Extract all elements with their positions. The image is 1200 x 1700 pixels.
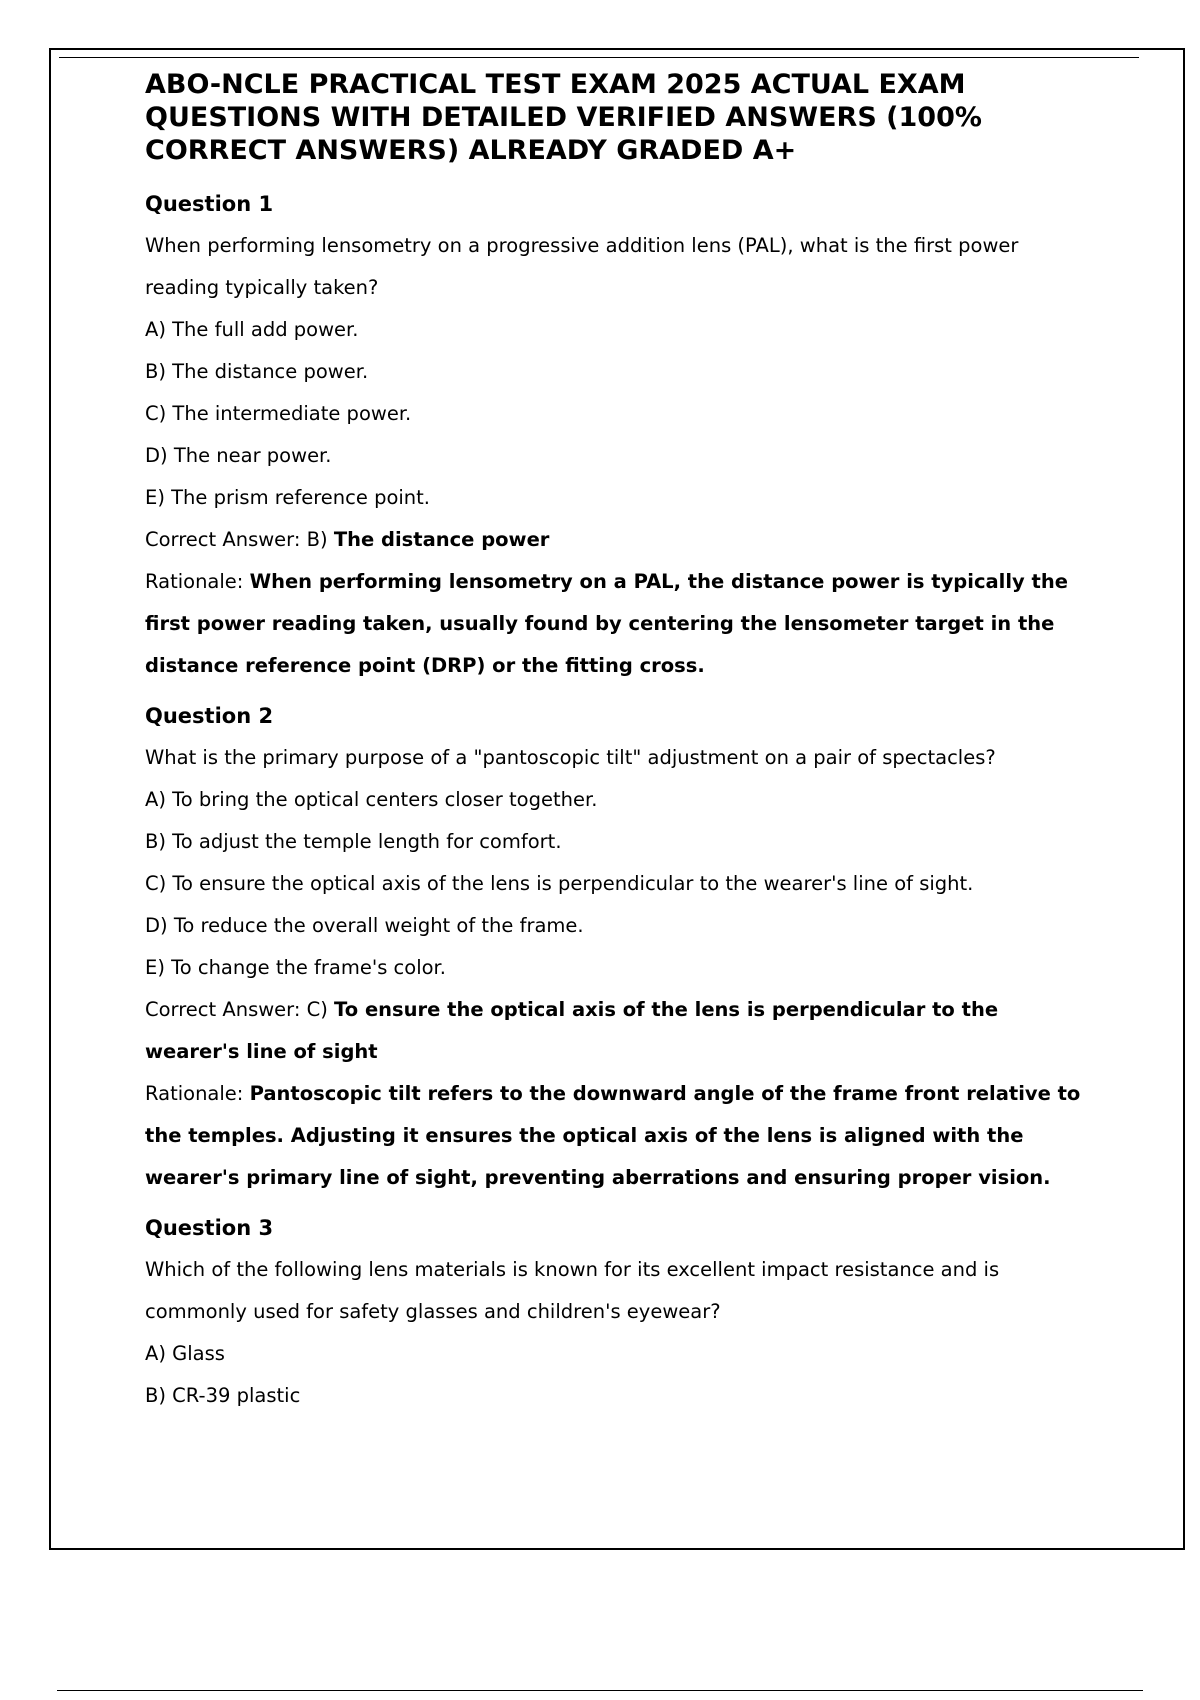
answer-label: Correct Answer: C) xyxy=(145,998,328,1021)
option-a: A) To bring the optical centers closer together. xyxy=(145,788,598,811)
rationale-text: When performing lensometry on a PAL, the distance power is typically the first power reading taken, usually found by centering the lensometer target in the distance reference point (DRP) or the fitting cross. xyxy=(145,570,1068,677)
answer-text: To ensure the optical axis of the lens is perpendicular to the wearer's line of sight xyxy=(145,998,999,1063)
option-c: C) The intermediate power. xyxy=(145,402,412,425)
question-text: Which of the following lens materials is known for its excellent impact resistance and is commonly used for safety glasses and children's eyewear? xyxy=(145,1258,1000,1323)
question-3 xyxy=(145,1215,1085,1417)
answer-label: Correct Answer: B) xyxy=(145,528,328,551)
option-a: A) The full add power. xyxy=(145,318,359,341)
rationale-text: Pantoscopic tilt refers to the downward angle of the frame front relative to the temples. Adjusting it ensures the optical axis of the lens is aligned with the wearer's primary line of sight, preventing aberrations and ensuring proper vision. xyxy=(145,1082,1081,1189)
rationale-label: Rationale: xyxy=(145,1082,244,1105)
answer-text: The distance power xyxy=(333,528,550,551)
correct-answer xyxy=(145,989,1085,1073)
rationale xyxy=(145,561,1085,687)
question-2 xyxy=(145,703,1085,1199)
question-heading: Question 1 xyxy=(145,192,274,216)
correct-answer xyxy=(145,519,1085,561)
question-text: What is the primary purpose of a "pantoscopic tilt" adjustment on a pair of spectacles? xyxy=(145,746,996,769)
question-heading: Question 3 xyxy=(145,1216,274,1240)
option-e: E) To change the frame's color. xyxy=(145,956,446,979)
option-b: B) To adjust the temple length for comfort. xyxy=(145,830,562,853)
bottom-rule xyxy=(57,1690,1143,1691)
question-heading: Question 2 xyxy=(145,704,274,728)
question-1 xyxy=(145,191,1085,687)
option-d: D) The near power. xyxy=(145,444,332,467)
rationale xyxy=(145,1073,1085,1199)
document-content xyxy=(145,68,1085,1433)
top-rule xyxy=(59,57,1139,58)
option-b: B) The distance power. xyxy=(145,360,369,383)
rationale-label: Rationale: xyxy=(145,570,244,593)
option-d: D) To reduce the overall weight of the frame. xyxy=(145,914,584,937)
option-b: B) CR-39 plastic xyxy=(145,1384,301,1407)
question-text: When performing lensometry on a progressive addition lens (PAL), what is the first power reading typically taken? xyxy=(145,234,1019,299)
option-a: A) Glass xyxy=(145,1342,225,1365)
document-title: ABO-NCLE PRACTICAL TEST EXAM 2025 ACTUAL EXAM QUESTIONS WITH DETAILED VERIFIED ANSWERS (100% CORRECT ANSWERS) ALREADY GRADED A+ xyxy=(145,69,982,166)
option-c: C) To ensure the optical axis of the lens is perpendicular to the wearer's line of sight. xyxy=(145,872,974,895)
option-e: E) The prism reference point. xyxy=(145,486,430,509)
